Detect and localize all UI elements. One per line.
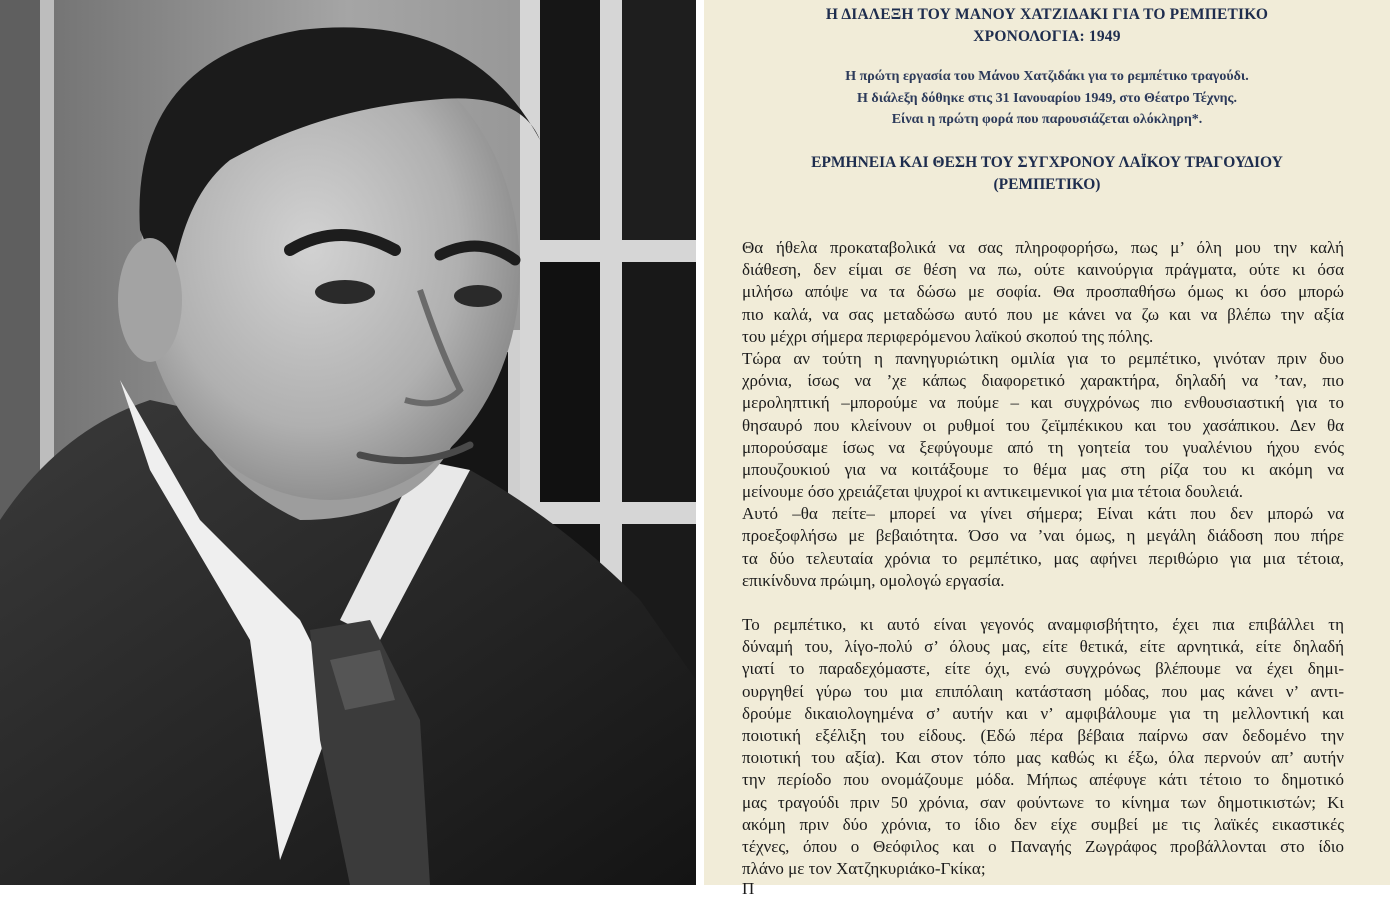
text-line: διάθεση, δεν είμαι σε θέση να πω, ούτε καινούργια πράγματα, ούτε κι όσα [742,260,1344,280]
text-line: Θα ήθελα προκαταβολικά να σας πληροφορήσω, πως μ’ όλη μου την καλή [742,238,1344,257]
portrait-illustration [0,0,696,885]
text-line: πιο καλά, να σας μεταδώσω αυτό που με κάνει να ζω και να βλέπω την αξία [742,304,1344,324]
text-line: επικίνδυνα πρώιμη, ομολογώ εργασία. [742,570,1005,590]
text-line: δύναμή του, λίγο-πολύ σ’ όλους μας, είτε θετικά, είτε αρνητικά, είτε δηλαδή [742,637,1344,657]
paragraph-2 [742,614,1344,880]
text-line: δρούμε δικαιολογημένα σ’ αυτήν και ν’ αμφιβάλουμε για τη μελλοντική και [742,703,1344,723]
text-line: ακόμη πριν δύο χρόνια, το ίδιο δεν είχε συμβεί με τις λαϊκές εικαστικές [742,814,1344,834]
article-page [704,0,1390,898]
text-line: μας τραγούδι πριν 50 χρόνια, σαν φούντωνε το κίνημα των δημοτικιστών; Κι [742,792,1344,812]
paragraph-1 [742,237,1344,592]
text-line: του μέχρι σήμερα περιφερόμενου λαϊκού σκοπού της πόλης. [742,326,1154,346]
intro-line: Η πρώτη εργασία του Μάνου Χατζιδάκι για το ρεμπέτικο τραγούδι. [845,69,1249,84]
text-line: μπορούσαμε ίσως να ξεφύγουμε από τη γοητεία του γυαλένιου ήχου ενός [742,437,1344,457]
panel-divider [696,0,704,885]
subtitle-line: ΕΡΜΗΝΕΙΑ ΚΑΙ ΘΕΣΗ ΤΟΥ ΣΥΓΧΡΟΝΟΥ ΛΑΪΚΟΥ ΤΡΑΓΟΥΔΙΟΥ [811,154,1283,171]
article-title: Η ΔΙΑΛΕΞΗ ΤΟΥ ΜΑΝΟΥ ΧΑΤΖΙΔΑΚΙ ΓΙΑ ΤΟ ΡΕΜΠΕΤΙΚΟ [825,6,1269,23]
text-line: θησαυρό που κλείνουν οι ρυθμοί του ζεϊμπέκικου και του χασάπικου. Δεν θα [742,415,1344,435]
text-line: προεξοφλήσω με βεβαιότητα. Όσο να ’ναι όμως, η μεγάλη διάδοση που πήρε [742,526,1344,546]
text-line: πλάνο με τον Χατζηκυριάκο-Γκίκα; [742,859,986,879]
text-line: ποιοτική του αξία). Και στον τόπο μας καθώς κι έξω, όλα περνούν απ’ αυτήν [742,748,1344,768]
intro-line: Η διάλεξη δόθηκε στις 31 Ιανουαρίου 1949, στο Θέατρο Τέχνης. [857,90,1237,106]
paragraph-3-cutoff [742,878,1344,900]
text-line: γιατί το παραδεχόμαστε, είτε όχι, ενώ συγχρόνως βλέπουμε να έχει δημι- [742,659,1344,679]
text-line: Τώρα αν τούτη η πανηγυριώτικη ομιλία για το ρεμπέτικο, γινόταν πριν δυο [742,348,1344,368]
text-line: Αυτό –θα πείτε– μπορεί να γίνει σήμερα; Είναι κάτι που δεν μπορώ να [742,504,1344,524]
text-line: μεροληπτική –μπορούμε να πούμε – και συγχρόνως πιο ενθουσιαστική για το [742,393,1344,413]
text-line: Το ρεμπέτικο, κι αυτό είναι γεγονός αναμφισβήτητο, έχει πια επιβάλλει τη [742,615,1344,634]
text-line: μιλήσω απόψε να τα δώσω με σοφία. Θα προσπαθήσω όμως κι όσο μπορώ [742,282,1344,302]
article-subtitle [704,152,1390,195]
text-line: χρόνια, ίσως να ’χε κάπως διαφορετικό χαρακτήρα, δηλαδή να ’ταν, πιο [742,371,1344,391]
intro-line: Είναι η πρώτη φορά που παρουσιάζεται ολόκληρη*. [891,112,1203,127]
text-line: μείνουμε όσο χρειάζεται ψυχροί κι αντικειμενικοί για μια τέτοια δουλειά. [742,482,1244,502]
text-line: ουργηθεί γύρω του μια επιπόλαιη κατάσταση μόδας, που μας κάνει ν’ αντι- [742,681,1344,701]
text-line: Π [742,879,755,898]
text-line: τα δύο τελευταία χρόνια το ρεμπέτικο, μας αφήνει περιθώριο για μια τέτοια, [742,548,1344,568]
subtitle-line: (ΡΕΜΠΕΤΙΚΟ) [993,175,1101,193]
text-line: την περίοδο που ονομάζουμε μόδα. Μήπως απέφυγε κάτι τέτοιο το δημοτικό [742,770,1344,790]
text-line: ποιοτική εξέλιξη του είδους. (Εδώ πέρα βέβαια παίρνω σαν δεδομένο την [742,725,1344,745]
text-line: μπουζουκιού για να κοιτάξουμε το θέμα μας στη ρίζα του κι ακόμη να [742,459,1344,479]
article-intro [704,66,1390,131]
text-line: τέχνες, όπου ο Θεόφιλος και ο Παναγής Ζωγράφος προβάλλονται στο ίδιο [742,836,1344,856]
article-date: ΧΡΟΝΟΛΟΓΙΑ: 1949 [973,28,1121,45]
portrait-photo [0,0,696,885]
